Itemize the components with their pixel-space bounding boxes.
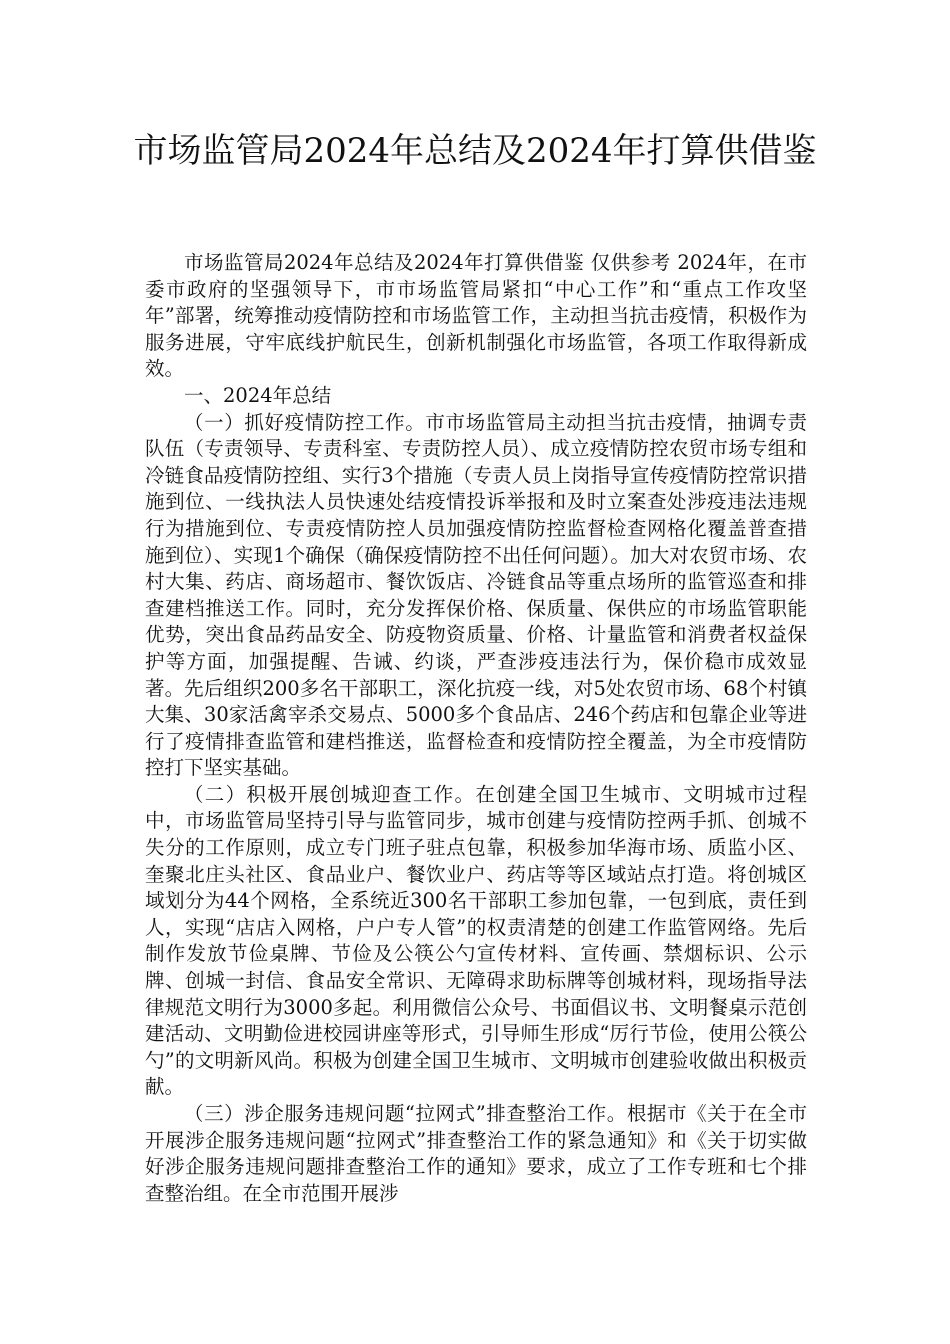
paragraph-enterprise-service: （三）涉企服务违规问题“拉网式”排查整治工作。根据市《关于在全市开展涉企服务违规问题“拉网式”排查整治工作的紧急通知》和《关于切实做好涉企服务违规问题排查整治工作的通知》要求，成立了工作专班和七个排查整治组。在全市范围开展涉 xyxy=(145,1102,807,1205)
paragraph-civilized-city: （二）积极开展创城迎查工作。在创建全国卫生城市、文明城市过程中，市场监管局坚持引导与监管同步，城市创建与疫情防控两手抓、创城不失分的工作原则，成立专门班子驻点包靠，积极参加华海市场、质监小区、奎聚北庄头社区、食品业户、餐饮业户、药店等等区域站点打造。将创城区域划分为44个网格，全系统近300名干部职工参加包靠，一包到底，责任到人，实现“店店入网格，户户专人管”的权责清楚的创建工作监管网络。先后制作发放节俭桌牌、节俭及公筷公勺宣传材料、宣传画、禁烟标识、公示牌、创城一封信、食品安全常识、无障碍求助标牌等创城材料，现场指导法律规范文明行为3000多起。利用微信公众号、书面倡议书、文明餐桌示范创建活动、文明勤俭进校园讲座等形式，引导师生形成“厉行节俭，使用公筷公勺”的文明新风尚。积极为创建全国卫生城市、文明城市创建验收做出积极贡献。 xyxy=(145,782,807,1099)
document-body xyxy=(145,250,807,1207)
intro-paragraph: 市场监管局2024年总结及2024年打算供借鉴 仅供参考 2024年，在市委市政府的坚强领导下，市市场监管局紧扣“中心工作”和“重点工作攻坚年”部署，统筹推动疫情防控和市场监管工作，主动担当抗击疫情，积极作为服务进展，守牢底线护航民生，创新机制强化市场监管，各项工作取得新成效。 xyxy=(145,251,807,381)
paragraph-epidemic-control: （一）抓好疫情防控工作。市市场监管局主动担当抗击疫情，抽调专责队伍（专责领导、专责科室、专责防控人员）、成立疫情防控农贸市场专组和冷链食品疫情防控组、实行3个措施（专责人员上岗指导宣传疫情防控常识措施到位、一线执法人员快速处结疫情投诉举报和及时立案查处涉疫违法违规行为措施到位、专责疫情防控人员加强疫情防控监督检查网格化覆盖普查措施到位）、实现1个确保（确保疫情防控不出任何问题）。加大对农贸市场、农村大集、药店、商场超市、餐饮饭店、冷链食品等重点场所的监管巡查和排查建档推送工作。同时，充分发挥保价格、保质量、保供应的市场监管职能优势，突出食品药品安全、防疫物资质量、价格、计量监管和消费者权益保护等方面，加强提醒、告诫、约谈，严查涉疫违法行为，保价稳市成效显著。先后组织200多名干部职工，深化抗疫一线，对5处农贸市场、68个村镇大集、30家活禽宰杀交易点、5000多个食品店、246个药店和包靠企业等进行了疫情排查监管和建档推送，监督检查和疫情防控全覆盖，为全市疫情防控打下坚实基础。 xyxy=(145,410,807,780)
section-heading-summary: 一、2024年总结 xyxy=(184,383,332,407)
document-title: 市场监管局2024年总结及2024年打算供借鉴 xyxy=(133,131,817,171)
